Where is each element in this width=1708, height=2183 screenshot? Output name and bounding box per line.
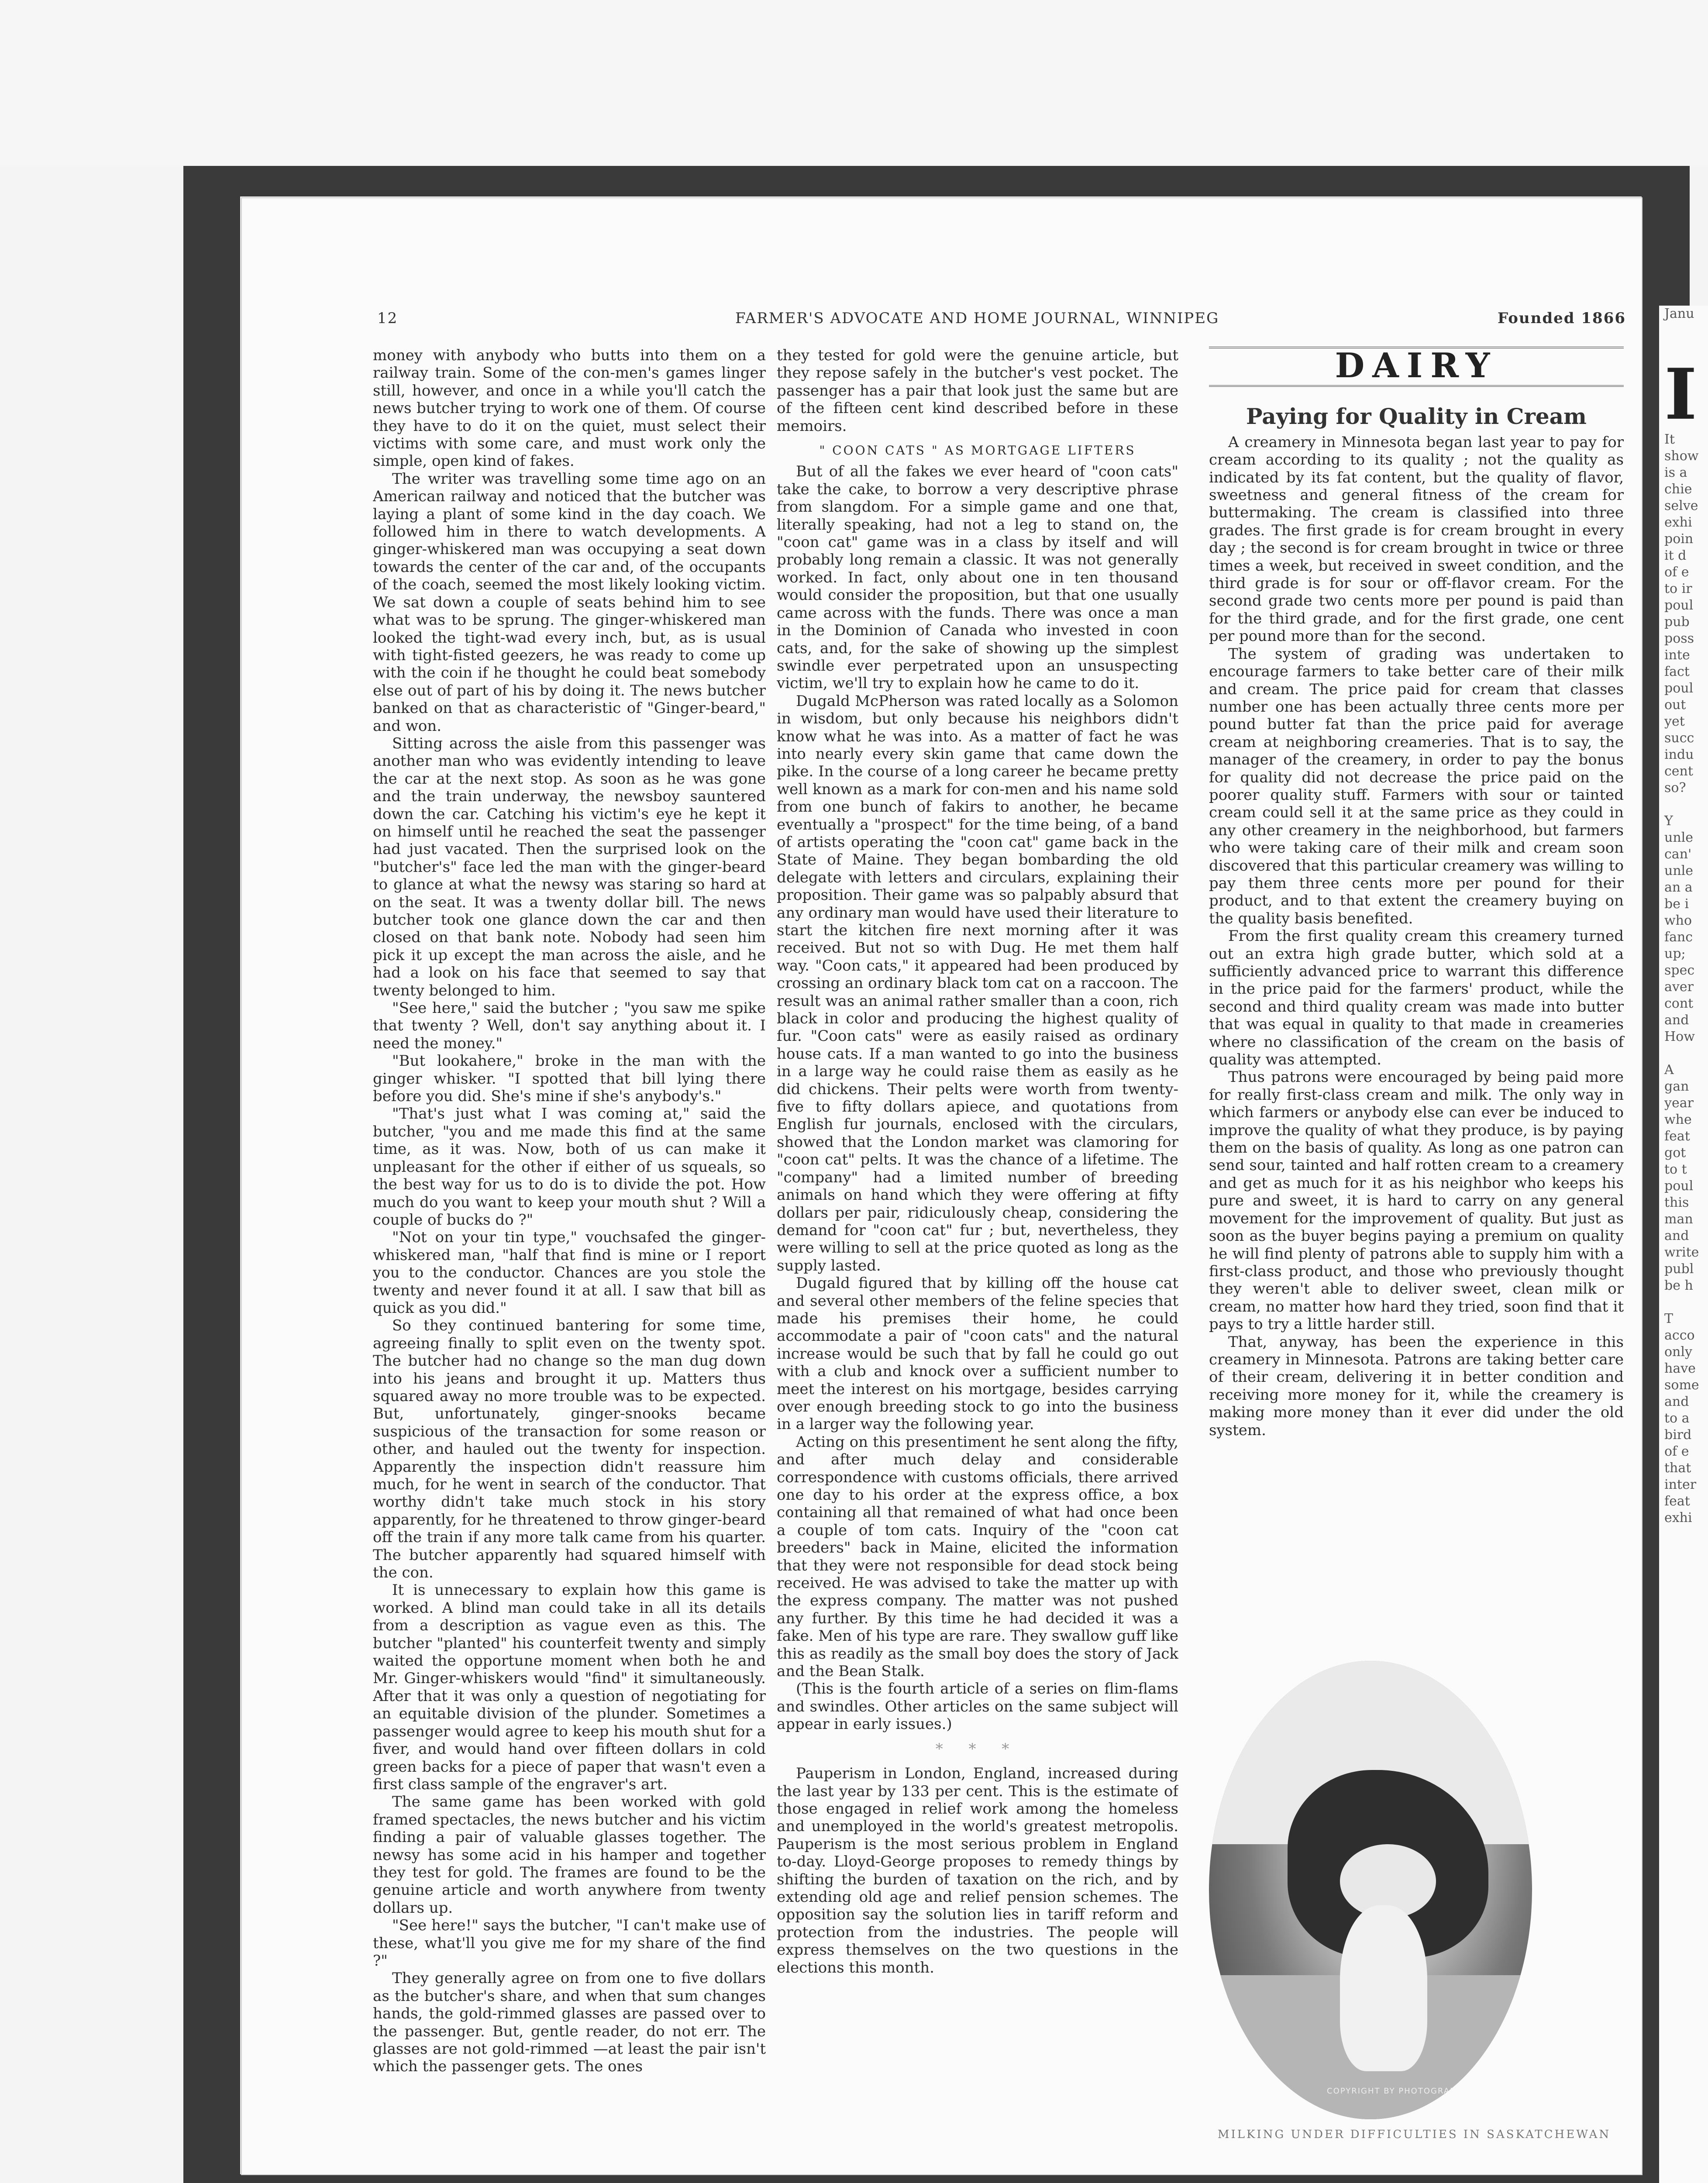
paragraph: The same game has been worked with gold framed spectacles, the news butcher and his victim finding a pair of valuable glasses together. The newsy has some acid in his hamper and together they test for gold. The frames are found to be the genuine article and worth anywhere from twenty dollars up. [373, 1793, 766, 1917]
column-3 [1209, 347, 1624, 1439]
adjacent-page-line: be h [1664, 1278, 1693, 1293]
adjacent-page-line: of e [1664, 1444, 1689, 1459]
adjacent-page-line: got [1664, 1145, 1686, 1160]
adjacent-page-line: write [1664, 1245, 1699, 1260]
paragraph: Dugald figured that by killing off the house cat and several other members of the feline species that made his premises their home, he could accommodate a pair of "coon cats" and the natural increase would be such that by fall he could go out with a club and knock over a sufficient number to meet the interest on his mortgage, besides carrying over enough breeding stock to go into the business in a larger way the following year. [777, 1274, 1178, 1433]
scan-frame-top [183, 166, 1685, 196]
separator-stars: * * * [935, 1740, 1020, 1758]
paragraph: Thus patrons were encouraged by being paid more for really first-class cream and milk. The only way in which farmers or anybody else can ever be induced to improve the quality of what they produce, is by paying them on the basis of quality. As long as one patron can send sour, tainted and half rotten cream to a creamery and get as much for it as his neighbor who keeps his pure and sweet, it is hard to carry on any general movement for the improvement of quality. But just as soon as the buyer begins paying a premium on quality he will find plenty of patrons able to supply him with a first-class product, and those who previously thought they weren't able to deliver sweet, clean milk or cream, no matter how hard they tried, soon find that it pays to try a little harder still. [1209, 1068, 1624, 1333]
paragraph: "See here," said the butcher ; "you saw me spike that twenty ? Well, don't say anything about it. I need the money." [373, 999, 766, 1052]
adjacent-page-line: that [1664, 1460, 1691, 1476]
adjacent-page-line: poul [1664, 1178, 1694, 1194]
adjacent-page-line: only [1664, 1344, 1692, 1360]
paragraph: The writer was travelling some time ago on an American railway and noticed that the butcher was laying a plant of some kind in the day coach. We followed him in there to watch developments. A ginger-whiskered man was occupying a seat down towards the center of the car and, of the occupants of the coach, seemed the most likely looking victim. We sat down a couple of seats behind him to see what was to be sprung. The ginger-whiskered man looked the tight-wad every inch, but, as is usual with tight-fisted geezers, he was ready to come up with the coin if he thought he could beat somebody else out of part of his by doing it. The news butcher banked on that as characteristic of "Ginger-beard," and won. [373, 470, 766, 735]
newspaper-page [241, 197, 1643, 2175]
adjacent-page-line: chie [1664, 482, 1692, 497]
adjacent-page-line: an a [1664, 880, 1693, 895]
adjacent-page-line: and [1664, 1394, 1689, 1409]
paragraph: (This is the fourth article of a series on flim-flams and swindles. Other articles on the same subject will appear in early issues.) [777, 1680, 1178, 1733]
scan-frame-left [183, 166, 240, 2183]
adjacent-page-line: gan [1664, 1079, 1689, 1094]
adjacent-page-line: up; [1664, 946, 1686, 961]
adjacent-page-line: bird [1664, 1427, 1692, 1443]
adjacent-page-line: whe [1664, 1112, 1692, 1127]
paragraph: Dugald McPherson was rated locally as a Solomon in wisdom, but only because his neighbors didn't know what he was into. As a matter of fact he was into nearly every skin game that came down the pike. In the course of a long career he became pretty well known as a mark for con-men and his name sold from one bunch of fakirs to another, he became eventually a "prospect" for the time being, of a band of artists operating the "coon cat" game back in the State of Maine. They began bombarding the old delegate with letters and circulars, explaining their proposition. Their game was so palpably absurd that any ordinary man would have used their literature to start the kitchen fire next morning after it was received. But not so with Dug. He met them half way. "Coon cats," it appeared had been produced by crossing an ordinary black tom cat on a raccoon. The result was an animal rather smaller than a coon, rich black in color and producing the highest quality of fur. "Coon cats" were as easily raised as ordinary house cats. If a man wanted to go into the business in a large way he could raise them as easily as he did chickens. Their pelts were worth from twenty-five to fifty dollars apiece, and quotations from English fur journals, enclosed with the circulars, showed that the London market was clamoring for "coon cat" pelts. It was the chance of a lifetime. The "company" had a limited number of breeding animals on hand which they were offering at fifty dollars per pair, ridiculously cheap, considering the demand for "coon cat" fur ; but, nevertheless, they were willing to sell at the price quoted as long as the supply lasted. [777, 692, 1178, 1274]
journal-title: FARMER'S ADVOCATE AND HOME JOURNAL, WINNIPEG [735, 310, 1219, 327]
coon-cats-article [777, 463, 1178, 1733]
column-2-intro: they tested for gold were the genuine article, but they repose safely in the butcher's vest pocket. The passenger has a pair that look just the same but are of the fifteen cent kind described before in these memoirs. [777, 347, 1178, 435]
adjacent-page-line: have [1664, 1361, 1696, 1376]
paragraph: The system of grading was undertaken to encourage farmers to take better care of their milk and cream. The price paid for cream that classes number one has been actually three cents more per pound butter fat than the price paid for average cream at neighboring creameries. That is to say, the manager of the creamery, in order to pay the bonus for quality did not decrease the price paid on the poorer quality stuff. Farmers with sour or tainted cream could sell it at the same price as they could in any other creamery in the neighborhood, but farmers who were taking care of their milk and cream soon discovered that this particular creamery was willing to pay them three cents more per pound for their product, and to that extent the creamery buying on the quality basis benefited. [1209, 645, 1624, 927]
adjacent-page-line: exhi [1664, 515, 1692, 530]
adjacent-page-drop-letter: I [1664, 353, 1697, 435]
adjacent-page-line: feat [1664, 1494, 1690, 1509]
adjacent-page-line: some [1664, 1377, 1699, 1393]
adjacent-page-line: T [1664, 1311, 1674, 1326]
adjacent-page-line: fact [1664, 664, 1690, 679]
adjacent-page-line: can' [1664, 847, 1692, 862]
adjacent-page-line: selve [1664, 498, 1698, 513]
page-number: 12 [377, 310, 398, 327]
adjacent-page-line: it d [1664, 548, 1687, 563]
paragraph: But of all the fakes we ever heard of "coon cats" take the cake, to borrow a very descriptive phrase from slangdom. For a simple game and one that, literally speaking, had not a leg to stand on, the "coon cat" game was in a class by itself and will probably long remain a classic. It was not generally worked. In fact, only about one in ten thousand would consider the proposition, but that one usually came across with the funds. There was once a man in the Dominion of Canada who invested in coon cats, and, for the sake of showing up the simplest swindle ever perpetrated upon an unsuspecting victim, we'll try to explain how he came to do it. [777, 463, 1178, 692]
adjacent-page-header: Janu [1664, 306, 1694, 321]
column-1 [373, 347, 766, 2111]
photo-stamp: COPYRIGHT BY PHOTOGRAPHER [1327, 2087, 1475, 2096]
dairy-article [1209, 434, 1624, 1439]
adjacent-page-line: spec [1664, 963, 1695, 978]
paragraph: Acting on this presentiment he sent along the fifty, and after much delay and considerable correspondence with customs officials, there arrived one day to his order at the express office, a box containing all that remained of what had once been a couple of tom cats. Inquiry of the "coon cat breeders" back in Maine, elicited the information that they were not responsible for dead stock being received. He was advised to take the matter up with the express company. The matter was not pushed any further. By this time he had decided it was a fake. Men of his type are rare. They swallow guff like this as readily as the small boy does the story of Jack and the Bean Stalk. [777, 1433, 1178, 1680]
paragraph: "Not on your tin type," vouchsafed the ginger-whiskered man, "half that find is mine or I report you to the conductor. Chances are you stole the twenty and never found it at all. I saw that bill as quick as you did." [373, 1229, 766, 1317]
paragraph: "See here!" says the butcher, "I can't make use of these, what'll you give me for my share of the find ?" [373, 1917, 766, 1970]
adjacent-page-line: unle [1664, 830, 1693, 845]
adjacent-page-line: unle [1664, 863, 1693, 878]
paragraph: So they continued bantering for some time, agreeing finally to split even on the twenty spot. The butcher had no change so the man dug down into his jeans and brought it up. Matters thus squared away no more trouble was to be expected. But, unfortunately, ginger-snooks became suspicious of the transaction for some reason or other, and hauled out the twenty for inspection. Apparently the inspection didn't reassure him much, for he went in search of the conductor. That worthy didn't take much stock in his story apparently, for he threatened to throw ginger-beard off the train if any more talk came from his quarter. The butcher apparently had squared himself with the con. [373, 1317, 766, 1582]
adjacent-page-line: is a [1664, 465, 1687, 480]
adjacent-page-line: cont [1664, 996, 1694, 1011]
adjacent-page-line: be i [1664, 896, 1689, 912]
adjacent-page-line: out [1664, 697, 1686, 713]
pauperism-paragraph: Pauperism in London, England, increased during the last year by 133 per cent. This is the estimate of those engaged in relief work among the homeless and unemployed in the world's greatest metropolis. Pauperism is the most serious problem in England to-day. Lloyd-George proposes to remedy things by shifting the burden of taxation on the rich, and by extending old age and relief pension schemes. The opposition say the solution lies in tariff reform and protection from the industries. The people will express themselves on the two questions in the elections this month. [777, 1765, 1178, 1976]
adjacent-page-line: exhi [1664, 1510, 1692, 1525]
adjacent-page-line: to ir [1664, 581, 1692, 596]
column-2 [777, 347, 1178, 2137]
paragraph: money with anybody who butts into them on a railway train. Some of the con-men's games linger still, however, and once in a while you'll catch the news butcher trying to work one of them. Of course they have to do it on the quiet, must select their victims with some care, and must work only the simple, open kind of fakes. [373, 347, 766, 470]
photo-caption: MILKING UNDER DIFFICULTIES IN SASKATCHEWAN [1217, 2128, 1611, 2141]
founded-year: Founded 1866 [1497, 310, 1626, 327]
paragraph: From the first quality cream this creamery turned out an extra high grade butter, which sold at a sufficiently advanced price to warrant this difference in the price paid for the farmers' product, while the second and third quality cream was made into butter that was equal in quality to that made in creameries where no classification of the cream on the basis of quality was attempted. [1209, 927, 1624, 1069]
coon-cats-subhead: " COON CATS " AS MORTGAGE LIFTERS [819, 443, 1136, 458]
adjacent-page-line: inter [1664, 1477, 1697, 1492]
paragraph: Sitting across the aisle from this passenger was another man who was evidently intending to leave the car at the next stop. As soon as he was gone and the train underway, the newsboy sauntered down the car. Catching his victim's eye he kept it on himself until he reached the seat the passenger had just vacated. Then the surprised look on the "butcher's" face led the man with the ginger-beard to glance at what the newsy was staring so hard at on the seat. It was a twenty dollar bill. The news butcher took one glance down the car and then closed on that bank note. Nobody had seen him pick it up except the man across the aisle, and he had a look on his face that seemed to say that twenty belonged to him. [373, 734, 766, 999]
adjacent-page-line: fanc [1664, 930, 1693, 945]
adjacent-page-line: indu [1664, 747, 1694, 762]
adjacent-page-line: show [1664, 448, 1699, 464]
paragraph: It is unnecessary to explain how this game is worked. A blind man could take in all its details from a description as vague even as this. The butcher "planted" his counterfeit twenty and simply waited the opportune moment when both he and Mr. Ginger-whiskers would "find" it simultaneously. After that it was only a question of negotiating for an equitable division of the plunder. Sometimes a passenger would agree to keep his mouth shut for a fiver, and would hand over fifteen dollars in cold green backs for a piece of paper that wasn't even a first class sample of the engraver's art. [373, 1581, 766, 1793]
adjacent-page-line: poul [1664, 681, 1694, 696]
adjacent-page-line: poss [1664, 631, 1694, 646]
photo-milking-cow [1209, 1661, 1532, 2119]
adjacent-page-line [1659, 1045, 1708, 1062]
paragraph: A creamery in Minnesota began last year to pay for cream according to its quality ; not the quality as indicated by its fat content, but the quality of flavor, sweetness and general fitness of the cream for buttermaking. The cream is classified into three grades. The first grade is for cream brought in every day ; the second is for cream brought in twice or three times a week, but received in sweet condition, and the third grade is for sour or off-flavor cream. For the second grade two cents more per pound is paid than for the third grade, and for the first grade, one cent per pound more than for the second. [1209, 433, 1624, 645]
adjacent-page-line: yet [1664, 714, 1685, 729]
scan-margin-top [0, 0, 1708, 166]
adjacent-page-line: pub [1664, 614, 1690, 630]
adjacent-page-line: of e [1664, 565, 1689, 580]
adjacent-page-line: feat [1664, 1129, 1690, 1144]
adjacent-page-line: It [1664, 432, 1675, 447]
adjacent-page-line: man [1664, 1212, 1693, 1227]
adjacent-page-line: inte [1664, 647, 1690, 663]
paragraph: That, anyway, has been the experience in this creamery in Minnesota. Patrons are taking better care of their cream, delivering it in better condition and receiving more money for it, while the creamery is making more money than it ever did under the old system. [1209, 1333, 1624, 1439]
article-title: Paying for Quality in Cream [1246, 403, 1587, 430]
adjacent-page-lines [1659, 431, 1708, 1526]
adjacent-page-line: aver [1664, 979, 1694, 995]
section-heading-dairy: DAIRY [1209, 347, 1624, 387]
adjacent-page-line: to t [1664, 1162, 1687, 1177]
scan-frame-bottom [183, 2174, 1685, 2183]
adjacent-page-line: Y [1664, 813, 1673, 829]
adjacent-page-line: How [1664, 1029, 1695, 1044]
adjacent-page-line: cent [1664, 764, 1693, 779]
adjacent-page-line: succ [1664, 730, 1694, 746]
adjacent-page-line: and [1664, 1228, 1689, 1243]
paragraph: "That's just what I was coming at," said the butcher, "you and me made this find at the same time, as it was. Now, both of us can make it unpleasant for the other if either of us squeals, so the best way for us to do is to divide the pot. How much do you want to keep your mouth shut ? Will a couple of bucks do ?" [373, 1105, 766, 1229]
adjacent-page-line: poin [1664, 531, 1694, 547]
adjacent-page-line [1659, 796, 1708, 813]
adjacent-page-line: this [1664, 1195, 1689, 1210]
photo-milker [1340, 1905, 1427, 2071]
adjacent-page-line: so? [1664, 780, 1686, 795]
adjacent-page-line: to a [1664, 1411, 1690, 1426]
adjacent-page-line [1659, 1294, 1708, 1311]
adjacent-page-line: A [1664, 1062, 1674, 1078]
adjacent-page-line: year [1664, 1095, 1694, 1111]
adjacent-page-fragment [1659, 306, 1708, 2183]
adjacent-page-line: and [1664, 1012, 1689, 1028]
adjacent-page-line: poul [1664, 598, 1694, 613]
adjacent-page-line: publ [1664, 1261, 1694, 1277]
page-header [377, 310, 1635, 336]
paragraph: They generally agree on from one to five dollars as the butcher's share, and when that sum changes hands, the gold-rimmed glasses are passed over to the passenger. But, gentle reader, do not err. The glasses are not gold-rimmed —at least the pair isn't which the passenger gets. The ones [373, 1970, 766, 2076]
paragraph: "But lookahere," broke in the man with the ginger whisker. "I spotted that bill lying there before you did. She's mine if she's anybody's." [373, 1052, 766, 1105]
adjacent-page-line: acco [1664, 1328, 1695, 1343]
adjacent-page-line: who [1664, 913, 1692, 928]
